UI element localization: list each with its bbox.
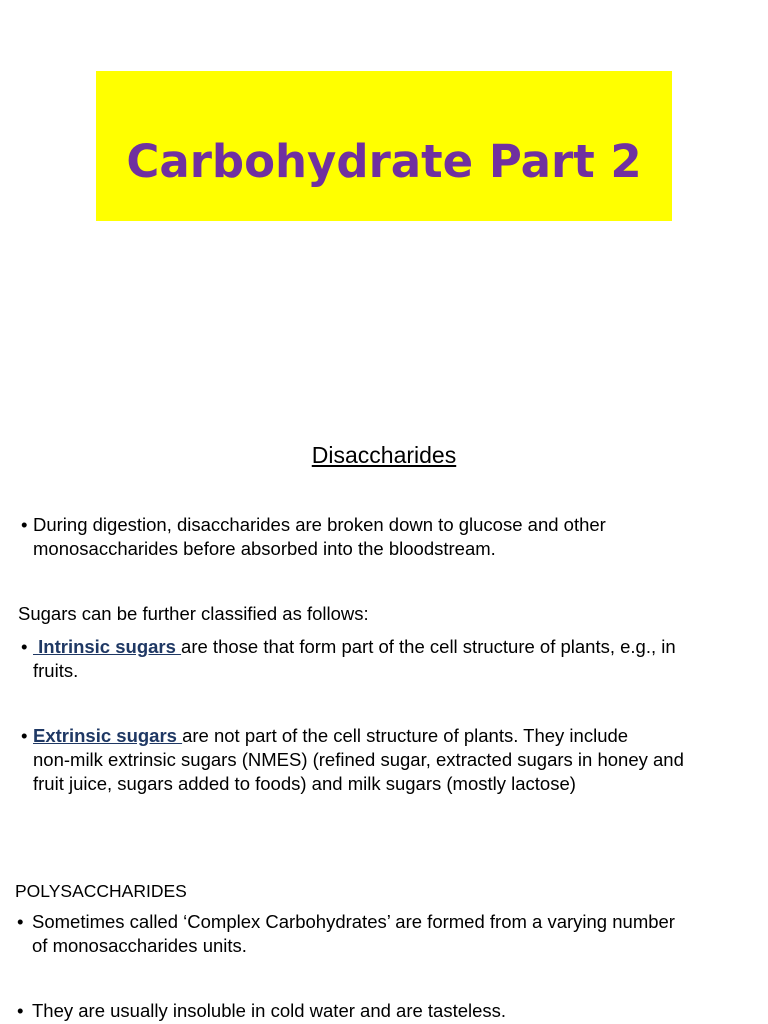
- digestion-line-1: During digestion, disaccharides are broken down to glucose and other: [33, 514, 606, 535]
- complex-line-2: of monosaccharides units.: [32, 935, 247, 956]
- extrinsic-sugars-bullet: [21, 724, 751, 796]
- bullet-dot: •: [21, 636, 28, 657]
- insoluble-text: They are usually insoluble in cold water and are tasteless.: [32, 1000, 507, 1021]
- extrinsic-sugars-term: Extrinsic sugars: [33, 725, 183, 746]
- classification-intro: Sugars can be further classified as follows:: [18, 603, 369, 624]
- intrinsic-line-1: [33, 635, 751, 659]
- extrinsic-line-2: non-milk extrinsic sugars (NMES) (refined sugar, extracted sugars in honey and: [33, 749, 684, 770]
- disaccharides-heading: [0, 442, 768, 469]
- intrinsic-sugars-text: [33, 635, 751, 683]
- extrinsic-line-1: [33, 724, 751, 748]
- intrinsic-line-1-rest: are those that form part of the cell structure of plants, e.g., in: [181, 636, 676, 657]
- digestion-line-2: monosaccharides before absorbed into the bloodstream.: [33, 538, 496, 559]
- intrinsic-sugars-bullet: [21, 635, 751, 683]
- intrinsic-sugars-term: Intrinsic sugars: [33, 636, 182, 657]
- intrinsic-line-2: fruits.: [33, 660, 79, 681]
- complex-carbohydrates-bullet: [17, 910, 757, 958]
- extrinsic-sugars-text: [33, 724, 751, 796]
- bullet-dot: •: [21, 514, 28, 535]
- bullet-dot: •: [17, 1000, 24, 1021]
- disaccharides-heading-text: Disaccharides: [311, 442, 457, 468]
- digestion-bullet-text: [33, 513, 741, 561]
- complex-line-1: Sometimes called ‘Complex Carbohydrates’ are formed from a varying number: [32, 911, 675, 932]
- title-banner: [96, 71, 672, 221]
- insoluble-bullet: [17, 999, 757, 1023]
- polysaccharides-heading: POLYSACCHARIDES: [15, 881, 187, 901]
- digestion-bullet: [21, 513, 741, 561]
- bullet-dot: •: [21, 725, 28, 746]
- extrinsic-line-3: fruit juice, sugars added to foods) and milk sugars (mostly lactose): [33, 773, 576, 794]
- complex-carbohydrates-text: [32, 910, 757, 958]
- extrinsic-line-1-rest: are not part of the cell structure of plants. They include: [182, 725, 629, 746]
- page-title: Carbohydrate Part 2: [126, 134, 642, 188]
- bullet-dot: •: [17, 911, 24, 932]
